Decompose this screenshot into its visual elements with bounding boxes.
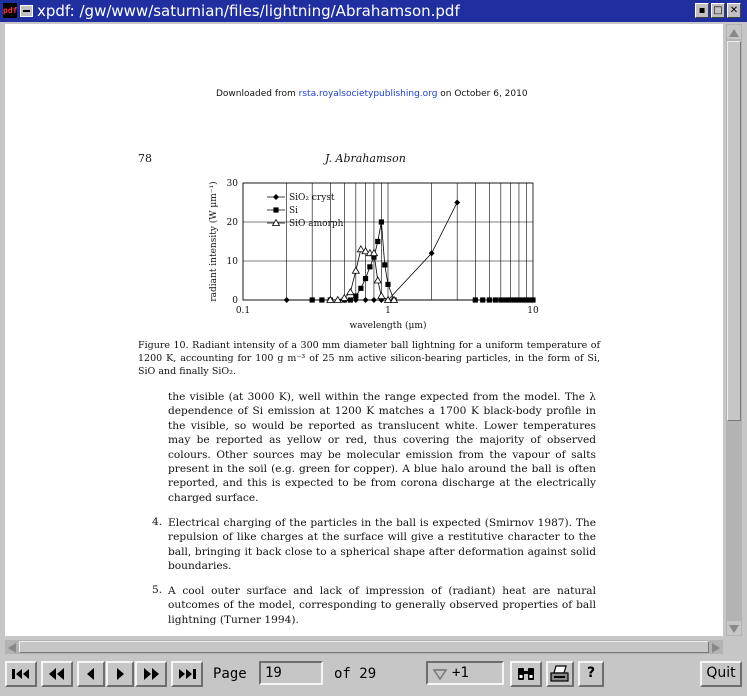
maximize-button[interactable]: □: [711, 3, 725, 18]
body-paragraph: the visible (at 3000 K), well within the range expected from the model. The λ dependence of Si emission at 1200 K matches a 1700 K black-body profile in the visible, so would be reported as translucent white. Lower temperatures may be reported as yellow or red, thus covering the majority of observed colours. Other sources may be molecular emission from the vapour of salts present in the soil (e.g. green for copper). A blue halo around the ball is often reported, and this is expected to be from corona discharge at the electrically charged surface.: [168, 391, 596, 504]
x-tick-label: 1: [385, 306, 391, 316]
legend-label: SiO₂ cryst: [289, 193, 335, 203]
page-label: Page: [213, 666, 247, 682]
y-axis-label: radiant intensity (W μm⁻¹): [209, 181, 219, 302]
forward-ten-pages-button[interactable]: [135, 661, 167, 687]
si-point: [385, 282, 390, 287]
window-title: xpdf: /gw/www/saturnian/files/lightning/Abrahamson.pdf: [37, 2, 460, 20]
double-left-arrow-icon: [43, 663, 71, 685]
right-arrow-icon: [108, 663, 132, 685]
si-point: [375, 239, 380, 244]
sio-amorph-point: [374, 277, 381, 283]
legend-label: Si: [289, 206, 299, 216]
si-point: [503, 297, 508, 302]
zoom-value: +1: [452, 665, 469, 681]
si-point: [498, 297, 503, 302]
si-point: [348, 297, 353, 302]
si-point: [493, 297, 498, 302]
previous-page-button[interactable]: [77, 661, 105, 687]
title-bar[interactable]: [0, 0, 747, 22]
si-point: [480, 297, 485, 302]
si-point: [310, 297, 315, 302]
list-item: A cool outer surface and lack of impression of (radiant) heat are natural outcomes of the model, corresponding to generally observed properties of ball lightning (Turner 1994).: [168, 585, 596, 626]
first-page-button[interactable]: [5, 661, 37, 687]
quit-button[interactable]: Quit: [700, 661, 742, 687]
window-menu-icon[interactable]: [20, 5, 33, 17]
list-number: 5.: [152, 584, 163, 596]
legend-marker: [273, 194, 279, 200]
si-point: [379, 219, 384, 224]
download-prefix: Downloaded from: [216, 89, 299, 99]
download-notice: [216, 89, 528, 99]
app-icon[interactable]: pdf: [3, 3, 17, 18]
toolbar: [0, 656, 747, 696]
last-page-button[interactable]: [171, 661, 203, 687]
page-count: of 29: [334, 666, 377, 682]
vertical-scrollbar[interactable]: [726, 24, 742, 636]
y-tick-label: 20: [226, 218, 238, 228]
horizontal-scroll-thumb[interactable]: [19, 641, 709, 653]
scroll-down-icon[interactable]: [727, 621, 741, 635]
list-item: Electrical charging of the particles in the ball is expected (Smirnov 1987). The repulsion of like charges at the surface will give a restitutive character to the ball, bringing it back close to a spherical shape after deformation against solid boundaries.: [168, 517, 596, 573]
sio-amorph-point: [352, 267, 359, 273]
printer-icon: [548, 663, 572, 685]
sio2-cryst-point: [284, 297, 290, 303]
iconify-button[interactable]: ▪: [695, 3, 709, 18]
back-ten-pages-button[interactable]: [41, 661, 73, 687]
figure-caption: Figure 10. Radiant intensity of a 300 mm diameter ball lightning for a uniform temperature of 1200 K, accounting for 100 g m⁻³ of 25 nm active silicon-bearing particles, in the form of Si, SiO and finally SiO₂.: [138, 340, 600, 377]
si-point: [319, 297, 324, 302]
legend-marker: [273, 220, 280, 226]
sio-amorph-point: [347, 289, 354, 295]
si-point: [382, 262, 387, 267]
radiant-intensity-chart: [205, 174, 545, 334]
si-point: [363, 276, 368, 281]
y-tick-label: 0: [232, 296, 238, 306]
y-tick-label: 10: [226, 257, 238, 267]
download-suffix: on October 6, 2010: [437, 89, 528, 99]
sio2-cryst-point: [454, 200, 460, 206]
si-point: [487, 297, 492, 302]
running-author: J. Abrahamson: [325, 152, 406, 165]
last-page-icon: [173, 663, 201, 685]
list-number: 4.: [152, 516, 163, 528]
sio2-cryst-point: [363, 297, 369, 303]
horizontal-scrollbar[interactable]: [5, 640, 723, 654]
download-link[interactable]: rsta.royalsocietypublishing.org: [298, 89, 438, 99]
legend-label: SiO amorph: [289, 219, 344, 229]
x-tick-label: 10: [527, 306, 539, 316]
dropdown-triangle-icon: [431, 665, 449, 683]
next-page-button[interactable]: [106, 661, 134, 687]
double-right-arrow-icon: [137, 663, 165, 685]
document-viewport[interactable]: [5, 24, 723, 636]
scroll-up-icon[interactable]: [727, 25, 741, 39]
help-button[interactable]: ?: [578, 661, 604, 687]
first-page-icon: [7, 663, 35, 685]
find-button[interactable]: [510, 661, 542, 687]
si-point: [530, 297, 535, 302]
sio2-cryst-point: [371, 297, 377, 303]
zoom-select[interactable]: [426, 661, 504, 685]
sio-amorph-point: [378, 293, 385, 299]
legend-marker: [273, 207, 278, 212]
x-axis-label: wavelength (μm): [349, 321, 427, 331]
page-number: 78: [138, 152, 152, 165]
page-number-input[interactable]: 19: [259, 661, 323, 685]
close-button[interactable]: ✕: [727, 3, 741, 18]
si-point: [358, 286, 363, 291]
x-tick-label: 0.1: [235, 306, 251, 316]
si-point: [473, 297, 478, 302]
vertical-scroll-thumb[interactable]: [727, 41, 741, 421]
y-tick-label: 30: [226, 179, 238, 189]
binoculars-icon: [512, 663, 540, 685]
left-arrow-icon: [79, 663, 103, 685]
si-point: [367, 264, 372, 269]
print-button[interactable]: [546, 661, 574, 687]
